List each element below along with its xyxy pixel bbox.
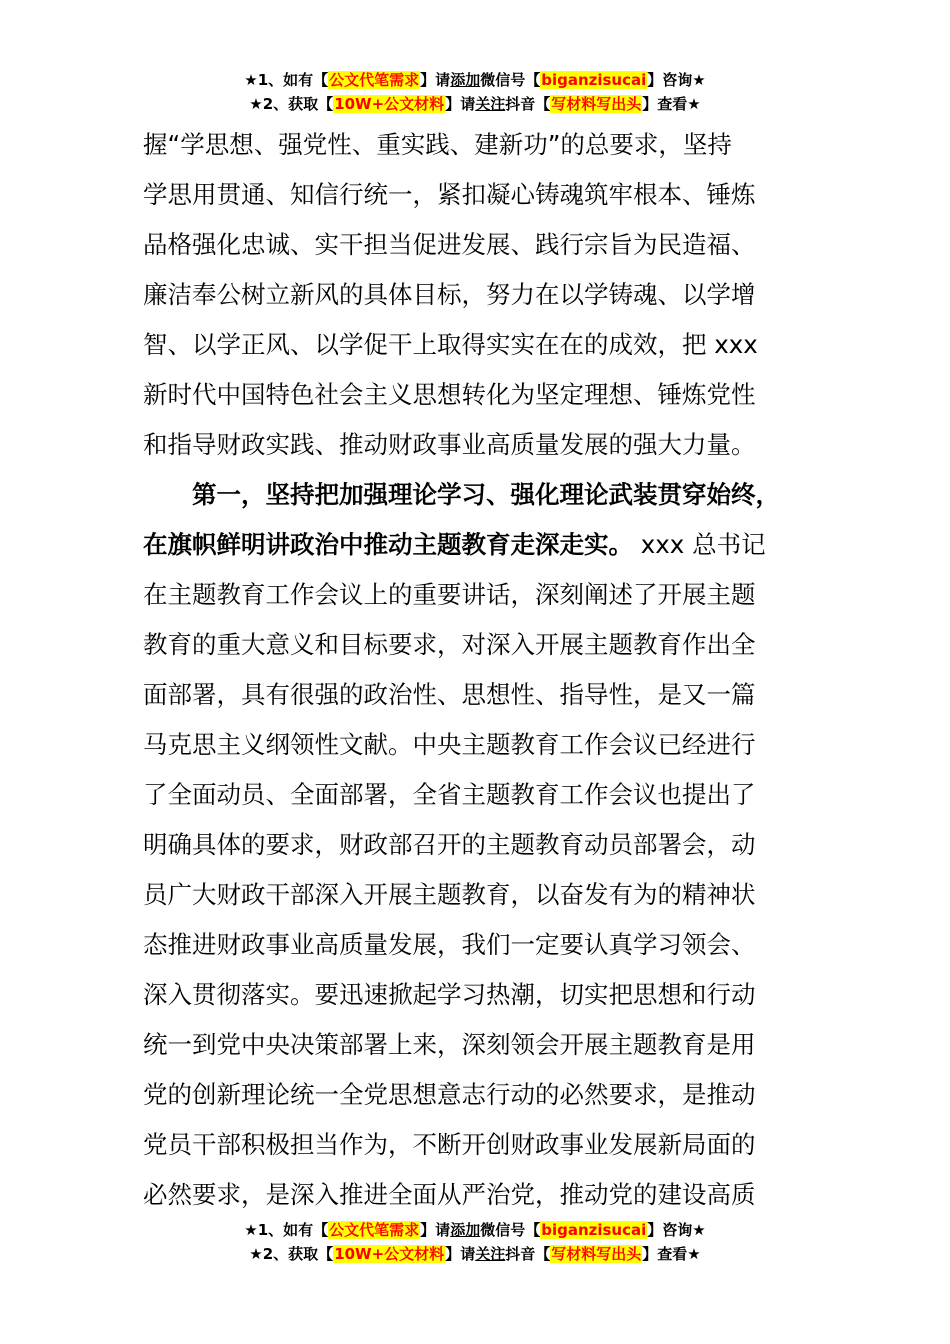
section-heading: 第一，坚持把加强理论学习、强化理论武装贯穿始终， — [192, 480, 780, 509]
body-line: 在主题教育工作会议上的重要讲话，深刻阐述了开展主题 — [143, 580, 756, 609]
body-line: 态推进财政事业高质量发展，我们一定要认真学习领会、 — [143, 930, 756, 959]
underlined-text: 添加 — [450, 71, 481, 89]
banner-text: 抖音【 — [505, 95, 551, 113]
banner-text: 】请 — [420, 1221, 451, 1239]
highlight-text: 10W+公文材料 — [334, 1245, 445, 1263]
banner-text: 】查看★ — [642, 1245, 701, 1263]
banner-line-2 — [0, 92, 950, 116]
body-line: 新时代中国特色社会主义思想转化为坚定理想、锤炼党性 — [143, 380, 756, 409]
body-line: 统一到党中央决策部署上来，深刻领会开展主题教育是用 — [143, 1030, 756, 1059]
underlined-text: 关注 — [475, 1245, 506, 1263]
body-line: 教育的重大意义和目标要求，对深入开展主题教育作出全 — [143, 630, 756, 659]
banner-text: ★1、如有【 — [244, 1221, 329, 1239]
body-line: 廉洁奉公树立新风的具体目标，努力在以学铸魂、以学增 — [143, 280, 756, 309]
section-heading-bold: 在旗帜鲜明讲政治中推动主题教育走深走实。 — [143, 530, 633, 559]
footer-banner — [0, 1218, 950, 1266]
banner-text: 】咨询★ — [647, 71, 706, 89]
underlined-text: 关注 — [475, 95, 506, 113]
body-line: 学思用贯通、知信行统一，紧扣凝心铸魂筑牢根本、锤炼 — [143, 180, 756, 209]
highlight-text: 写材料写出头 — [551, 1245, 642, 1263]
document-body — [143, 120, 818, 1220]
highlight-text: 写材料写出头 — [551, 95, 642, 113]
body-text: xxx 总书记 — [633, 530, 766, 559]
header-banner — [0, 68, 950, 116]
banner-text: ★2、获取【 — [249, 1245, 334, 1263]
banner-line-1 — [0, 68, 950, 92]
banner-text: 】查看★ — [642, 95, 701, 113]
body-line: 智、以学正风、以学促干上取得实实在在的成效，把 xxx — [143, 330, 758, 359]
banner-text: 微信号【 — [480, 71, 541, 89]
banner-text: 抖音【 — [505, 1245, 551, 1263]
banner-text: 】请 — [445, 95, 476, 113]
banner-line-1 — [0, 1218, 950, 1242]
body-line: 员广大财政干部深入开展主题教育，以奋发有为的精神状 — [143, 880, 756, 909]
banner-text: ★2、获取【 — [249, 95, 334, 113]
banner-line-2 — [0, 1242, 950, 1266]
body-line: 面部署，具有很强的政治性、思想性、指导性，是又一篇 — [143, 680, 756, 709]
banner-text: 】请 — [445, 1245, 476, 1263]
body-line: 明确具体的要求，财政部召开的主题教育动员部署会，动 — [143, 830, 756, 859]
body-line: 和指导财政实践、推动财政事业高质量发展的强大力量。 — [143, 430, 756, 459]
highlight-text: 10W+公文材料 — [334, 95, 445, 113]
banner-text: 】请 — [420, 71, 451, 89]
body-line: 品格强化忠诚、实干担当促进发展、践行宗旨为民造福、 — [143, 230, 756, 259]
highlight-text: biganzisucai — [541, 1221, 647, 1239]
body-line: 党员干部积极担当作为，不断开创财政事业发展新局面的 — [143, 1130, 756, 1159]
banner-text: 】咨询★ — [647, 1221, 706, 1239]
highlight-text: 公文代笔需求 — [329, 1221, 420, 1239]
body-line: 党的创新理论统一全党思想意志行动的必然要求，是推动 — [143, 1080, 756, 1109]
body-line: 了全面动员、全面部署，全省主题教育工作会议也提出了 — [143, 780, 756, 809]
section-heading-continued — [143, 520, 818, 570]
body-line: 必然要求，是深入推进全面从严治党，推动党的建设高质 — [143, 1180, 756, 1209]
highlight-text: biganzisucai — [541, 71, 647, 89]
banner-text: 微信号【 — [480, 1221, 541, 1239]
body-line: 握“学思想、强党性、重实践、建新功”的总要求，坚持 — [143, 130, 732, 159]
underlined-text: 添加 — [450, 1221, 481, 1239]
body-line: 马克思主义纲领性文献。中央主题教育工作会议已经进行 — [143, 730, 756, 759]
highlight-text: 公文代笔需求 — [329, 71, 420, 89]
body-line: 深入贯彻落实。要迅速掀起学习热潮，切实把思想和行动 — [143, 980, 756, 1009]
banner-text: ★1、如有【 — [244, 71, 329, 89]
